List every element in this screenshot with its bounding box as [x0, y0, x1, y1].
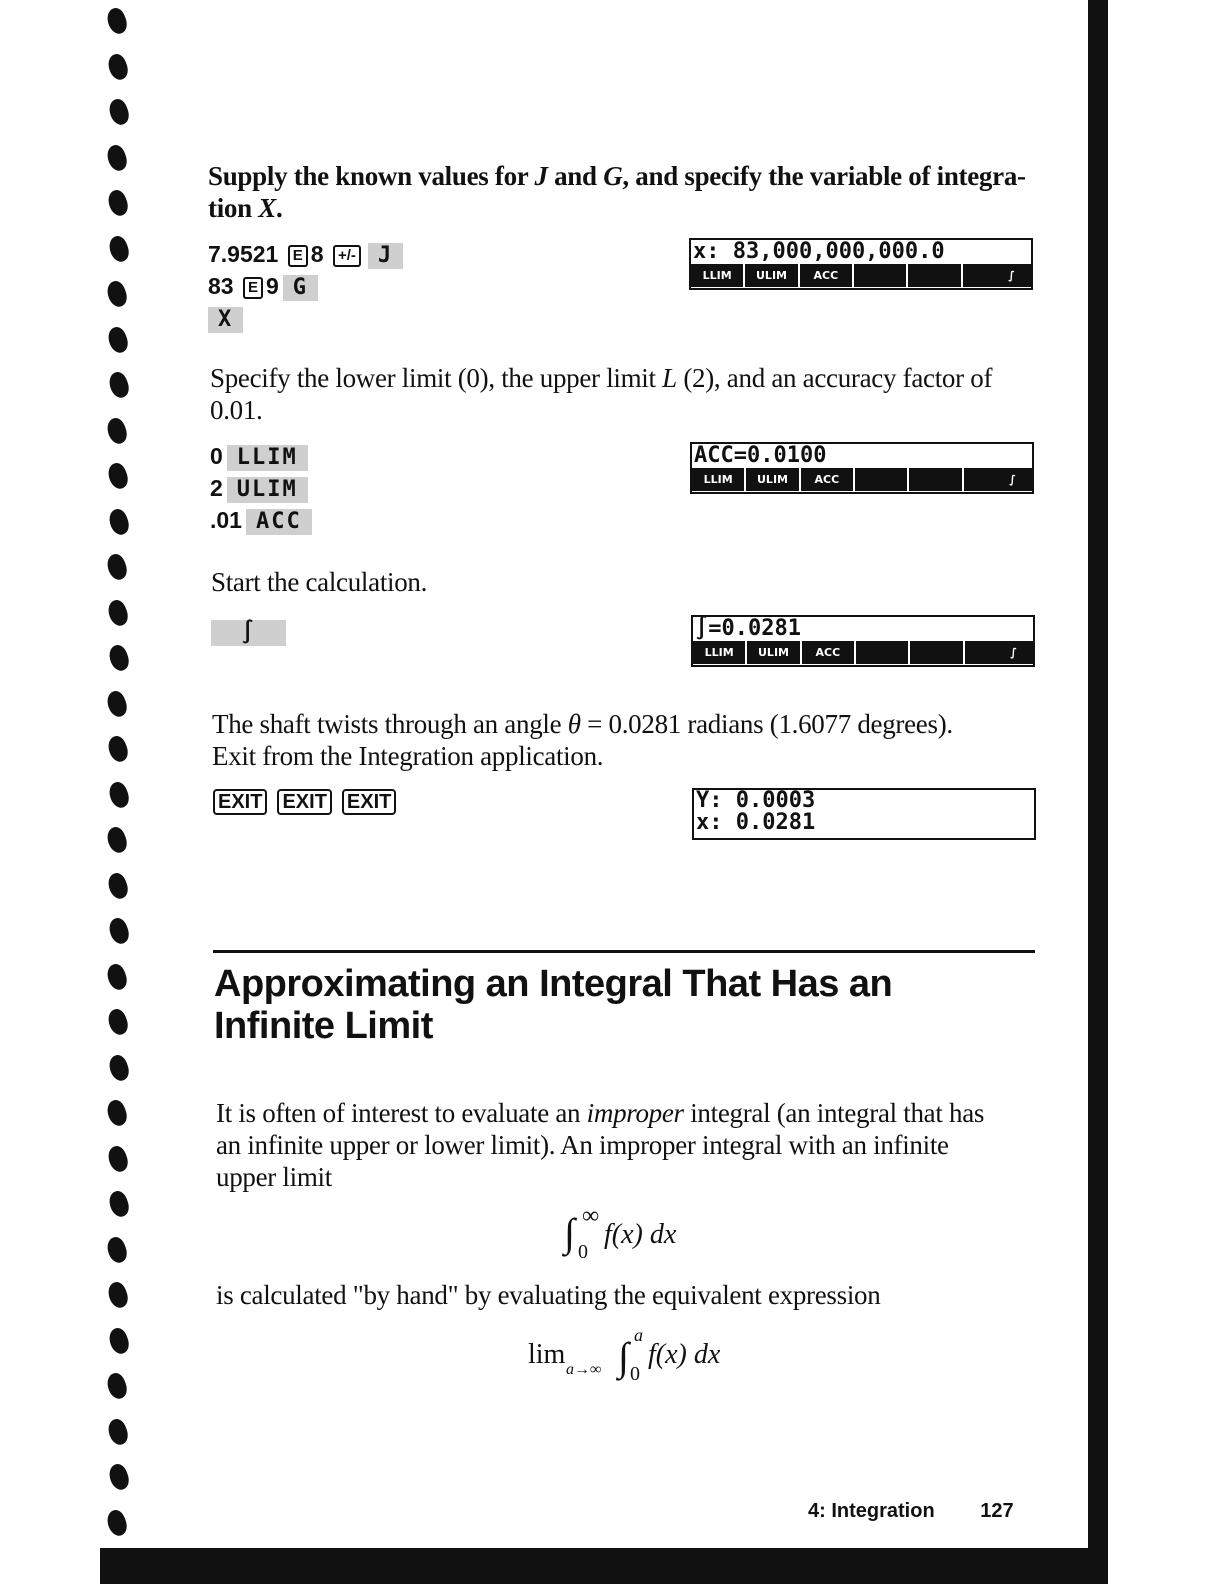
lower-limit: 0 — [630, 1363, 640, 1385]
text: The shaft twists through an angle — [212, 709, 568, 739]
heading-line: Infinite Limit — [214, 1005, 433, 1047]
text: Supply the known values for — [208, 161, 535, 191]
integrand: f(x) dx — [604, 1219, 677, 1250]
upper-limit: ∞ — [582, 1203, 600, 1229]
key-number: 8 — [310, 241, 324, 267]
text: Specify the lower limit (0), the upper limit — [210, 363, 663, 393]
menu-label: LLIM — [693, 641, 745, 664]
key-number: 83 — [208, 273, 234, 299]
step3-paragraph — [211, 566, 427, 598]
key-number: 2 — [210, 475, 223, 501]
display-step4 — [692, 788, 1036, 840]
menu-label — [856, 641, 908, 664]
menu-label: ULIM — [746, 468, 798, 491]
display-y: Y: 0.0003 — [696, 788, 816, 813]
step1-paragraph — [208, 160, 1028, 224]
keystroke-line — [210, 440, 312, 472]
binding-hole — [106, 916, 132, 947]
binding-hole — [105, 1280, 131, 1311]
key-number: 7.9521 — [208, 241, 279, 267]
binding-hole — [104, 1234, 130, 1265]
page-number: 127 — [980, 1500, 1014, 1522]
binding-hole — [105, 51, 131, 82]
exit-key[interactable]: EXIT — [277, 789, 331, 815]
menu-label: ULIM — [745, 264, 797, 287]
text: an infinite upper or lower limit). An improper integral with an infinite — [216, 1130, 949, 1160]
binding-hole — [104, 6, 130, 37]
menu-label — [910, 641, 962, 664]
binding-hole — [104, 142, 130, 173]
keystroke-line — [210, 504, 312, 536]
emphasis: improper — [586, 1098, 684, 1128]
text: , and specify the variable of integra- — [622, 161, 1026, 191]
binding-hole — [104, 552, 130, 583]
binding-hole — [106, 1325, 132, 1356]
softkey-x[interactable]: X — [208, 307, 243, 333]
keystroke-line — [208, 238, 403, 270]
binding-hole — [106, 1462, 132, 1493]
section-rule — [213, 950, 1035, 953]
bottom-edge-bar — [100, 1548, 1108, 1584]
step2-keystrokes — [210, 440, 312, 536]
display-line: ACC=0.0100 — [694, 443, 827, 468]
exit-key[interactable]: EXIT — [342, 789, 396, 815]
binding-hole — [105, 1007, 131, 1038]
integral-sign: ∫ — [618, 1334, 629, 1379]
binding-hole — [104, 825, 130, 856]
menu-label: ULIM — [747, 641, 799, 664]
right-edge-bar — [1088, 0, 1108, 1584]
menu-label: ∫ — [963, 264, 1031, 287]
e-key[interactable]: E — [243, 277, 263, 299]
display-line: ∫=0.0281 — [695, 616, 801, 641]
text: and — [547, 161, 604, 191]
heading-line: Approximating an Integral That Has an — [214, 963, 893, 1005]
binding-hole — [105, 1416, 131, 1447]
step1-keystrokes — [208, 238, 403, 334]
formula-improper-integral — [564, 1205, 724, 1265]
text: . — [275, 193, 283, 223]
softkey-integrate[interactable]: ∫ — [211, 620, 286, 646]
display-step1 — [689, 238, 1033, 290]
binding-hole — [105, 324, 131, 355]
lim-text: lim — [528, 1339, 566, 1370]
step2-paragraph — [210, 362, 1040, 426]
display-x: x: 0.0281 — [696, 810, 816, 835]
chs-key[interactable]: +/- — [333, 245, 361, 267]
binding-hole — [105, 734, 131, 765]
var-l: L — [662, 363, 677, 393]
menu-label: ∫ — [965, 641, 1033, 664]
binding-hole — [105, 461, 131, 492]
step4-paragraph — [212, 708, 1042, 772]
section-paragraph — [216, 1097, 1046, 1193]
exit-keystrokes — [213, 789, 406, 815]
softkey-ulim[interactable]: ULIM — [227, 477, 308, 503]
binding-hole — [106, 233, 132, 264]
binding-hole — [105, 597, 131, 628]
softkey-g[interactable]: G — [283, 275, 318, 301]
e-key[interactable]: E — [288, 245, 308, 267]
lower-limit: 0 — [578, 1241, 588, 1263]
integrand: f(x) dx — [648, 1339, 721, 1370]
binding-hole — [106, 506, 132, 537]
menu-label: ACC — [801, 468, 853, 491]
binding-hole — [106, 97, 132, 128]
text: It is often of interest to evaluate an — [216, 1098, 587, 1128]
binding-hole — [106, 643, 132, 674]
menu-label: LLIM — [691, 264, 743, 287]
softkey-j[interactable]: J — [368, 243, 403, 269]
text: = 0.0281 radians (1.6077 degrees). — [580, 709, 953, 739]
text: is calculated "by hand" by evaluating the equivalent expression — [216, 1280, 881, 1310]
softkey-acc[interactable]: ACC — [246, 509, 312, 535]
var-x: X — [258, 193, 276, 223]
formula-limit-expression — [528, 1323, 768, 1383]
binding-hole — [104, 415, 130, 446]
text: Exit from the Integration application. — [212, 741, 604, 771]
display-step3 — [691, 615, 1035, 667]
display-step2 — [690, 442, 1034, 494]
keystroke-line — [208, 302, 403, 334]
softkey-llim[interactable]: LLIM — [227, 445, 308, 471]
menu-label: LLIM — [692, 468, 744, 491]
chapter-label: 4: Integration — [808, 1500, 935, 1522]
menu-label — [854, 264, 906, 287]
menu-label — [855, 468, 907, 491]
binding-hole — [104, 1098, 130, 1129]
exit-key[interactable]: EXIT — [213, 789, 267, 815]
keystroke-line — [210, 472, 312, 504]
section-heading — [214, 963, 1044, 1047]
keystroke-line — [208, 270, 403, 302]
menu-label — [908, 264, 960, 287]
key-number: 9 — [266, 273, 279, 299]
step3-keystrokes — [211, 615, 286, 647]
key-number: .01 — [210, 507, 242, 533]
menu-label: ACC — [802, 641, 854, 664]
lim-subscript: a→∞ — [566, 1361, 602, 1378]
page-footer — [808, 1500, 1014, 1523]
text: integral (an integral that has — [683, 1098, 985, 1128]
binding-hole — [106, 1189, 132, 1220]
text: (2), and an accuracy factor of — [676, 363, 993, 393]
menu-label: ∫ — [964, 468, 1032, 491]
text: Start the calculation. — [211, 567, 428, 597]
theta-symbol: θ — [567, 709, 581, 739]
binding-hole — [104, 279, 130, 310]
softkey-menu — [691, 264, 1031, 287]
binding-hole — [106, 1052, 132, 1083]
menu-label — [909, 468, 961, 491]
menu-label: ACC — [800, 264, 852, 287]
key-number: 0 — [210, 443, 223, 469]
binding-hole — [105, 1143, 131, 1174]
text: tion — [208, 193, 259, 223]
binding-hole — [104, 1507, 130, 1538]
text: upper limit — [216, 1162, 332, 1192]
integral-sign: ∫ — [564, 1210, 575, 1255]
binding-hole — [104, 961, 130, 992]
section-paragraph-2 — [216, 1279, 1046, 1311]
binding-hole — [104, 1371, 130, 1402]
upper-limit: a — [634, 1325, 643, 1345]
binding-hole — [104, 688, 130, 719]
softkey-menu — [693, 641, 1033, 664]
softkey-menu — [692, 468, 1032, 491]
var-j: J — [534, 161, 548, 191]
binding-hole — [106, 779, 132, 810]
text: 0.01. — [210, 395, 263, 425]
binding-hole — [106, 370, 132, 401]
var-g: G — [603, 161, 623, 191]
binding-hole — [105, 188, 131, 219]
display-line: x: 83,000,000,000.0 — [693, 239, 945, 264]
binding-hole — [105, 870, 131, 901]
